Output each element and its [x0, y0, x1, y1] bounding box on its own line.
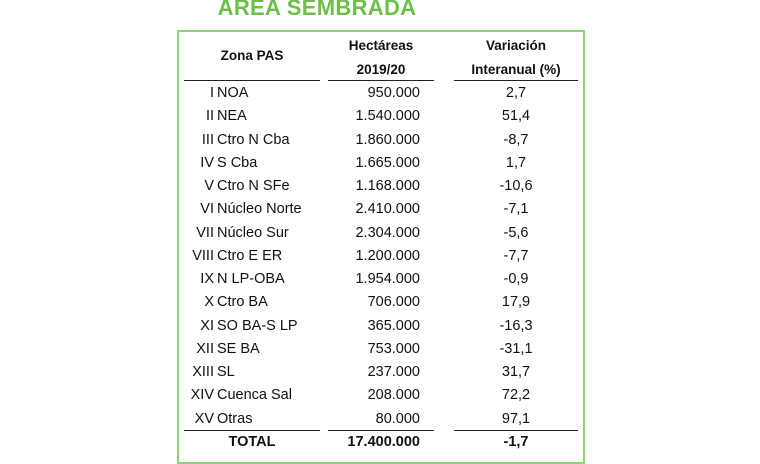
column-header-zona: Zona PAS: [220, 48, 284, 63]
table-row: [0, 198, 760, 221]
table-row: [0, 408, 760, 431]
zone-number: VII: [196, 224, 214, 241]
zone-number: IV: [200, 154, 214, 171]
hectareas-value: 1.665.000: [355, 154, 420, 171]
zone-name: Ctro N SFe: [217, 178, 290, 194]
zone-name: Núcleo Sur: [217, 224, 289, 241]
table-row: [0, 129, 760, 152]
zone-name: SE BA: [217, 340, 260, 357]
table-row: [0, 175, 760, 198]
hectareas-value: 1.860.000: [355, 131, 420, 148]
header-underline-hectareas: [328, 80, 434, 81]
variacion-value: -0,9: [503, 271, 529, 287]
table-row: [0, 315, 760, 338]
zone-number: XI: [200, 317, 214, 334]
zone-name: SL: [217, 364, 235, 380]
header-underline-zona: [184, 80, 320, 81]
zone-name: Ctro BA: [217, 294, 268, 311]
hectareas-value: 1.540.000: [355, 108, 420, 125]
table-row: [0, 291, 760, 314]
column-header-hectareas-line2: 2019/20: [356, 62, 406, 77]
table-row: [0, 384, 760, 407]
variacion-value: -7,7: [503, 247, 529, 264]
column-header-variacion-line1: Variación: [485, 38, 547, 53]
zone-name: SO BA-S LP: [217, 317, 298, 334]
table-row: [0, 338, 760, 361]
variacion-value: 72,2: [501, 387, 531, 404]
column-header-variacion-line2: Interanual (%): [471, 62, 561, 77]
zone-number: XIV: [190, 387, 214, 404]
hectareas-value: 1.954.000: [355, 271, 420, 287]
hectareas-value: 2.410.000: [355, 201, 420, 218]
variacion-value: -31,1: [499, 340, 533, 357]
hectareas-value: 2.304.000: [355, 224, 420, 241]
total-variacion: -1,7: [503, 434, 529, 450]
zone-number: XV: [194, 410, 214, 427]
table-row: [0, 222, 760, 245]
column-header-hectareas: [328, 34, 434, 82]
variacion-value: -10,6: [499, 178, 533, 194]
column-header-variacion: [454, 34, 578, 82]
variacion-value: -7,1: [503, 201, 529, 218]
hectareas-value: 753.000: [367, 340, 420, 357]
zone-number: XII: [196, 340, 214, 357]
zone-number: III: [201, 131, 214, 148]
zone-name: Núcleo Norte: [217, 201, 302, 218]
zone-number: X: [204, 294, 214, 311]
variacion-value: 1,7: [505, 154, 527, 171]
hectareas-value: 208.000: [367, 387, 420, 404]
zone-name: Ctro E ER: [217, 247, 283, 264]
total-row: [0, 431, 760, 453]
total-label: TOTAL: [228, 434, 276, 450]
zone-number: IX: [200, 271, 214, 287]
zone-number: VI: [200, 201, 214, 218]
hectareas-value: 1.200.000: [355, 247, 420, 264]
hectareas-value: 237.000: [367, 364, 420, 380]
zone-name: Otras: [217, 410, 253, 427]
table-row: [0, 245, 760, 268]
total-hectareas: 17.400.000: [347, 434, 420, 450]
zone-name: S Cba: [217, 154, 258, 171]
hectareas-value: 1.168.000: [355, 178, 420, 194]
hectareas-value: 706.000: [367, 294, 420, 311]
zone-number: I: [209, 85, 214, 101]
variacion-value: -16,3: [499, 317, 533, 334]
zone-number: XIII: [192, 364, 214, 380]
variacion-value: 51,4: [501, 108, 531, 125]
table-row: [0, 152, 760, 175]
variacion-value: 97,1: [501, 410, 531, 427]
zone-number: VIII: [192, 247, 214, 264]
variacion-value: 2,7: [505, 85, 527, 101]
zone-number: V: [204, 178, 214, 194]
variacion-value: 17,9: [501, 294, 531, 311]
hectareas-value: 365.000: [367, 317, 420, 334]
variacion-value: -8,7: [503, 131, 529, 148]
zone-name: NEA: [217, 108, 247, 125]
table-row: [0, 268, 760, 291]
header-underline-variacion: [454, 80, 578, 81]
hectareas-value: 80.000: [375, 410, 420, 427]
zone-name: Ctro N Cba: [217, 131, 290, 148]
table-row: [0, 82, 760, 105]
zone-name: NOA: [217, 85, 249, 101]
table-row: [0, 361, 760, 384]
table-row: [0, 105, 760, 128]
variacion-value: 31,7: [501, 364, 531, 380]
zone-name: N LP-OBA: [217, 271, 285, 287]
zone-number: II: [205, 108, 214, 125]
column-header-hectareas-line1: Hectáreas: [348, 38, 414, 53]
zone-name: Cuenca Sal: [217, 387, 292, 404]
hectareas-value: 950.000: [367, 85, 420, 101]
variacion-value: -5,6: [503, 224, 529, 241]
table-title: AREA SEMBRADA: [217, 0, 417, 20]
